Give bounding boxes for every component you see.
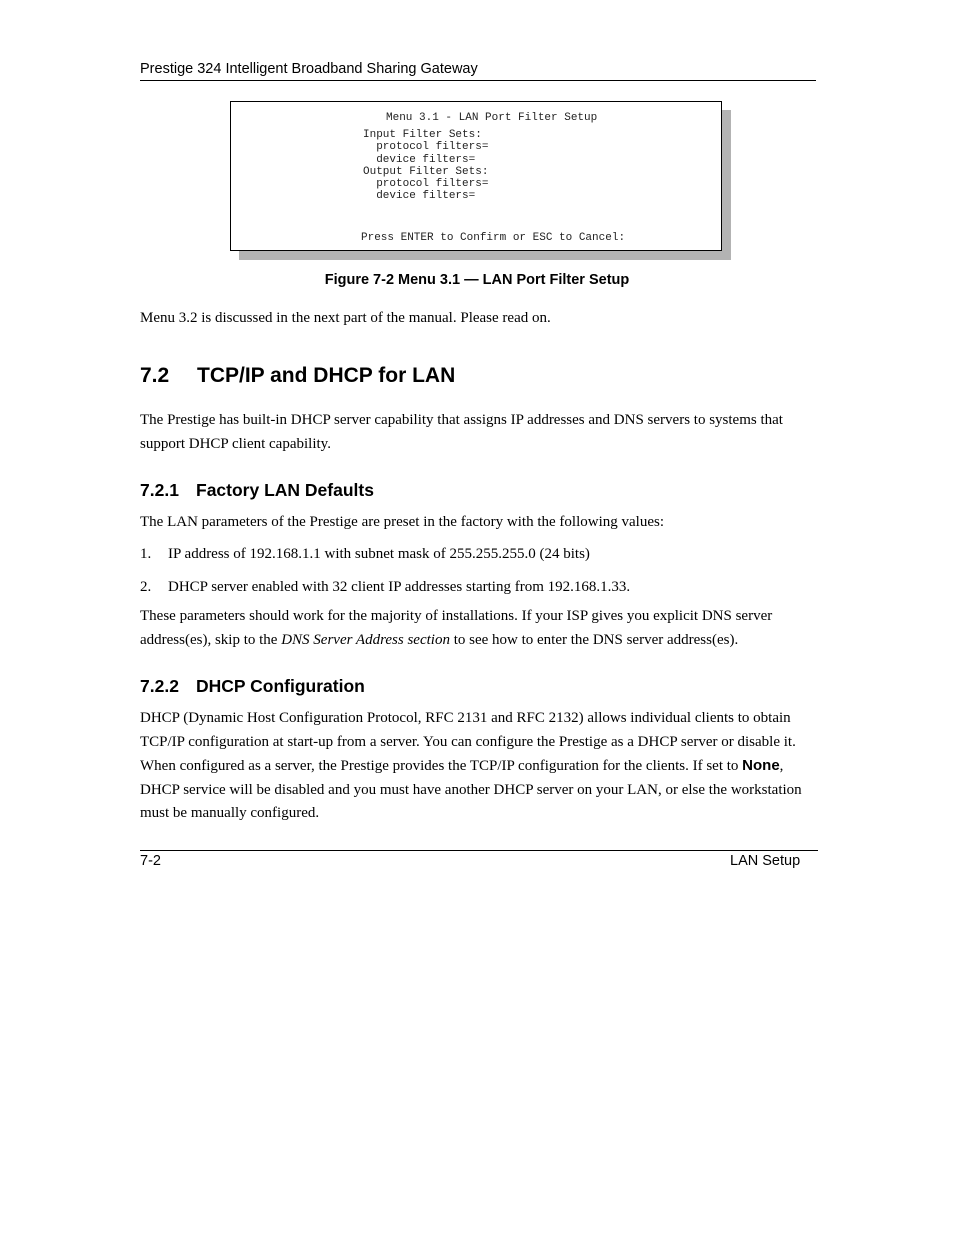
figure-caption: Figure 7-2 Menu 3.1 — LAN Port Filter Setup (324, 272, 630, 288)
subsection-number: 7.2.1 (140, 480, 179, 500)
list-item (140, 546, 590, 563)
paragraph-text: DHCP (Dynamic Host Configuration Protocol, RFC 2131 and RFC 2132) allows individual clients to obtain TCP/IP configuration at start-up from a server. You can configure the Prestige as a DHCP server or disable it. When configured as a server, the Prestige provides the TCP/IP configuration for the clients. If set to (140, 710, 796, 774)
footer-rule (140, 850, 818, 851)
section-paragraph: The Prestige has built-in DHCP server capability that assigns IP addresses and DNS servers to systems that support DHCP client capability. (140, 412, 783, 452)
defaults-paragraph: The LAN parameters of the Prestige are preset in the factory with the following values: (140, 514, 664, 530)
running-header: Prestige 324 Intelligent Broadband Sharing Gateway (140, 61, 478, 77)
list-item (140, 579, 630, 596)
subsection-title: Factory LAN Defaults (196, 480, 374, 500)
subsection-heading-dhcp (140, 676, 365, 697)
screen-line: device filters= (363, 153, 476, 166)
list-text: DHCP server enabled with 32 client IP addresses starting from 192.168.1.33. (168, 579, 631, 595)
screen-footer: Press ENTER to Confirm or ESC to Cancel: (361, 232, 626, 244)
subsection-heading-defaults (140, 480, 374, 501)
section-reference: DNS Server Address section (281, 631, 450, 648)
screen-line: Output Filter Sets: (363, 165, 489, 178)
list-number: 2. (140, 579, 152, 595)
page-number: 7-2 (140, 853, 161, 869)
section-number: 7.2 (140, 364, 170, 387)
screen-line: Input Filter Sets: (363, 129, 482, 141)
bold-term: None (742, 757, 780, 774)
paragraph-text: These parameters should work for the majority of installations. If your ISP gives you explicit DNS server address(es), skip to the (140, 608, 773, 648)
list-text: IP address of 192.168.1.1 with subnet mask of 255.255.255.0 (24 bits) (168, 546, 590, 562)
screen-line: protocol filters= (363, 141, 489, 154)
chapter-name: LAN Setup (730, 853, 801, 869)
dhcp-paragraph (140, 707, 816, 826)
screen-line: device filters= (363, 190, 476, 203)
terminal-screen (230, 101, 722, 251)
screen-title: Menu 3.1 - LAN Port Filter Setup (386, 112, 598, 124)
paragraph-text: to see how to enter the DNS server address(es). (449, 631, 739, 648)
intro-paragraph: Menu 3.2 is discussed in the next part of the manual. Please read on. (140, 310, 551, 326)
screen-lines (363, 129, 488, 203)
paragraph-text: , DHCP service will be disabled and you must have another DHCP server on your LAN, or else the workstation must be manually configured. (140, 758, 802, 821)
header-rule (140, 80, 816, 81)
section-heading (140, 364, 455, 388)
screen-line: protocol filters= (363, 178, 489, 191)
list-number: 1. (140, 546, 152, 562)
parameters-paragraph (140, 605, 820, 652)
subsection-number: 7.2.2 (140, 676, 179, 696)
section-title: TCP/IP and DHCP for LAN (197, 364, 456, 387)
subsection-title: DHCP Configuration (196, 676, 365, 696)
